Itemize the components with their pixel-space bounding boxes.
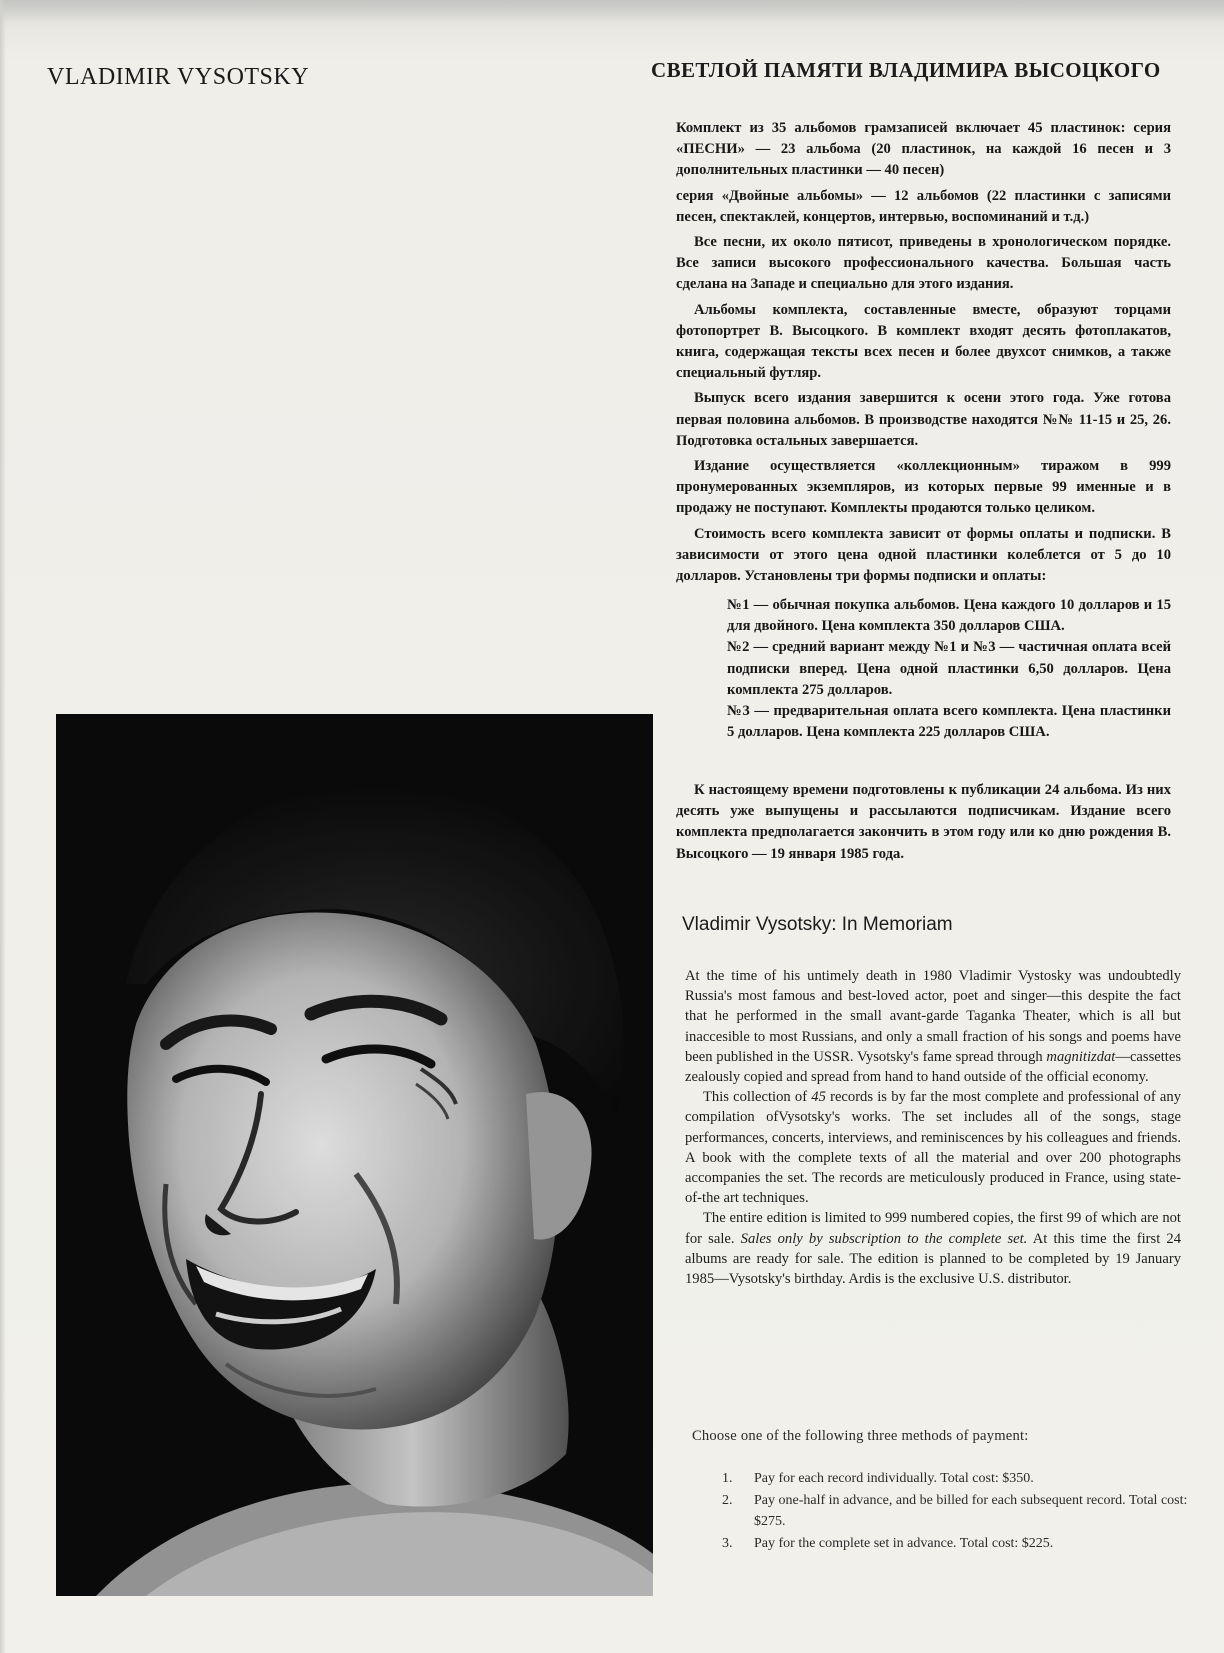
paper-fold-shadow: [0, 0, 1224, 22]
en-paragraph-2: [685, 1087, 1181, 1208]
russian-description: [676, 118, 1171, 587]
en-p1-italic: magnitizdat: [1046, 1048, 1116, 1065]
en-paragraph-1: [685, 966, 1181, 1087]
payment-item: [722, 1468, 1190, 1490]
en-p2-text-2: records is by far the most complete and professional of any compilation ofVysotsky's works. The set includes all of the songs, stage performances, concerts, interviews, and reminiscences by his colleagues and friends. A book with the complete texts of all the material and over 200 photographs accompanies the set. The records are meticulously produced in France, using state-of-the art techniques.: [685, 1089, 1181, 1207]
en-p3-italic: Sales only by subscription to the complete set.: [740, 1230, 1028, 1247]
payment-item-number: 1.: [722, 1471, 733, 1486]
en-p2-text: This collection of: [703, 1089, 812, 1106]
en-p2-italic: 45: [811, 1089, 826, 1106]
english-heading: Vladimir Vysotsky: In Memoriam: [682, 914, 953, 935]
payment-item-text: Pay for the complete set in advance. Total cost: $225.: [754, 1535, 1054, 1551]
payment-item-text: Pay one-half in advance, and be billed for each subsequent record. Total cost: $275.: [754, 1492, 1188, 1529]
paper-edge: [0, 0, 6, 1653]
page-title-ru: СВЕТЛОЙ ПАМЯТИ ВЛАДИМИРА ВЫСОЦКОГО: [651, 58, 1161, 82]
payment-item: [722, 1533, 1190, 1555]
en-p3-text: The entire edition is limited to 999 numbered copies, the first 99 of which are not for sale.: [685, 1210, 1181, 1247]
payment-list: [722, 1468, 1190, 1554]
ru-option-3: №3 — предварительная оплата всего комплекта. Цена пластинки 5 долларов. Цена комплекта 225 долларов США.: [727, 703, 1171, 741]
payment-item-number: 3.: [722, 1535, 733, 1551]
page-title-en: VLADIMIR VYSOTSKY: [47, 64, 310, 90]
payment-item: [722, 1490, 1190, 1533]
ru-paragraph-5: Выпуск всего издания завершится к осени этого года. Уже готова первая половина альбомов. В производстве находятся №№ 11-15 и 25, 26. Подготовка остальных завершается.: [676, 390, 1171, 449]
ru-option-1: №1 — обычная покупка альбомов. Цена каждого 10 долларов и 15 для двойного. Цена комплекта 350 долларов США.: [727, 597, 1171, 635]
russian-closing: [676, 780, 1171, 865]
en-p1-text-2: —cassettes zealously copied and spread from hand to hand outside of the official economy.: [685, 1048, 1181, 1086]
ru-paragraph-4: Альбомы комплекта, составленные вместе, образуют торцами фотопортрет В. Высоцкого. В комплект входят десять фотоплакатов, книга, содержащая тексты всех песен и более двухсот снимков, а также специальный футляр.: [676, 301, 1171, 382]
ru-paragraph-1: Комплект из 35 альбомов грамзаписей включает 45 пластинок: серия «ПЕСНИ» — 23 альбома (20 пластинок, на каждой 16 песен и 3 дополнительных пластинки — 40 песен): [676, 120, 1171, 179]
payment-intro: Choose one of the following three methods of payment:: [692, 1428, 1029, 1444]
english-description: [685, 966, 1181, 1289]
ru-paragraph-6: Издание осуществляется «коллекционным» тиражом в 999 пронумерованных экземпляров, из которых первые 99 именные и в продажу не поступают. Комплекты продаются только целиком.: [676, 458, 1171, 517]
payment-item-number: 2.: [722, 1492, 733, 1508]
portrait-illustration: [56, 714, 653, 1596]
en-p1-text: At the time of his untimely death in 1980 Vladimir Vystosky was undoubtedly Russia's most famous and best-loved actor, poet and singer—this despite the fact that he performed in the small avant-garde Taganka Theater, which is all but inaccesible to most Russians, and only a small fraction of his songs and poems have been published in the USSR. Vysotsky's fame spread through: [685, 968, 1181, 1065]
russian-payment-options: [727, 595, 1171, 743]
payment-item-text: Pay for each record individually. Total cost: $350.: [754, 1471, 1034, 1486]
ru-closing-paragraph: К настоящему времени подготовлены к публикации 24 альбома. Из них десять уже выпущены и рассылаются подписчикам. Издание всего комплекта предполагается закончить в этом году или ко дню рождения В. Высоцкого — 19 января 1985 года.: [676, 782, 1171, 862]
ru-paragraph-3: Все песни, их около пятисот, приведены в хронологическом порядке. Все записи высокого профессионального качества. Большая часть сделана на Западе и специально для этого издания.: [676, 234, 1171, 293]
en-p3-text-2: At this time the first 24 albums are ready for sale. The edition is planned to be completed by 19 January 1985—Vysotsky's birthday. Ardis is the exclusive U.S. distributor.: [685, 1230, 1182, 1288]
ru-option-2: №2 — средний вариант между №1 и №3 — частичная оплата всей подписки вперед. Цена одной пластинки 6,50 долларов. Цена комплекта 275 долларов.: [727, 639, 1171, 698]
portrait-photo: [56, 714, 653, 1596]
en-paragraph-3: [685, 1208, 1181, 1289]
ru-paragraph-2: серия «Двойные альбомы» — 12 альбомов (22 пластинки с записями песен, спектаклей, концертов, интервью, воспоминаний и т.д.): [676, 187, 1171, 225]
ru-paragraph-7: Стоимость всего комплекта зависит от формы оплаты и подписки. В зависимости от этого цена одной пластинки колеблется от 5 до 10 долларов. Установлены три формы подписки и оплаты:: [676, 525, 1171, 585]
